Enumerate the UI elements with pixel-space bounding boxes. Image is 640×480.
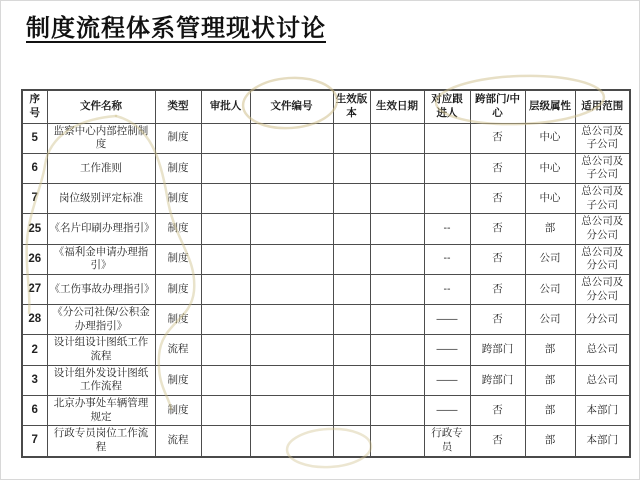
cell [424, 123, 470, 153]
cell: 总公司及分公司 [575, 214, 630, 244]
cell: 否 [470, 153, 525, 183]
cell [250, 305, 333, 335]
cell [201, 396, 250, 426]
cell [201, 274, 250, 304]
cell: 否 [470, 244, 525, 274]
cell [250, 214, 333, 244]
cell [370, 335, 424, 365]
cell: 流程 [155, 335, 201, 365]
cell: 否 [470, 426, 525, 457]
document-table [21, 89, 631, 458]
cell [333, 244, 370, 274]
column-header: 生效版本 [333, 90, 370, 123]
cell: 公司 [525, 244, 575, 274]
cell [333, 335, 370, 365]
table-header-row [22, 90, 630, 123]
cell: 行政专员岗位工作流程 [47, 426, 155, 457]
cell: 《福利金申请办理指引》 [47, 244, 155, 274]
cell [250, 335, 333, 365]
cell: -- [424, 244, 470, 274]
cell: 中心 [525, 184, 575, 214]
cell [250, 184, 333, 214]
cell: 制度 [155, 305, 201, 335]
cell: 分公司 [575, 305, 630, 335]
cell: 总公司及子公司 [575, 184, 630, 214]
cell: 岗位级别评定标准 [47, 184, 155, 214]
serial-cell: 25 [22, 214, 47, 244]
column-header: 跨部门/中心 [470, 90, 525, 123]
table-row [22, 396, 630, 426]
cell [333, 214, 370, 244]
cell: 制度 [155, 365, 201, 395]
cell [250, 153, 333, 183]
cell [250, 123, 333, 153]
cell: —— [424, 305, 470, 335]
cell: 《分公司社保/公积金办理指引》 [47, 305, 155, 335]
cell [333, 365, 370, 395]
serial-cell: 7 [22, 184, 47, 214]
cell [370, 365, 424, 395]
cell: 公司 [525, 305, 575, 335]
cell: 北京办事处车辆管理规定 [47, 396, 155, 426]
serial-cell: 26 [22, 244, 47, 274]
cell: 《工伤事故办理指引》 [47, 274, 155, 304]
cell: 总公司 [575, 335, 630, 365]
cell: 否 [470, 396, 525, 426]
cell: 总公司 [575, 365, 630, 395]
table-row [22, 123, 630, 153]
serial-cell: 7 [22, 426, 47, 457]
cell [370, 153, 424, 183]
table-row [22, 214, 630, 244]
cell [424, 184, 470, 214]
column-header: 层级属性 [525, 90, 575, 123]
cell [424, 153, 470, 183]
column-header: 生效日期 [370, 90, 424, 123]
cell: 制度 [155, 244, 201, 274]
column-header: 文件名称 [47, 90, 155, 123]
cell: 总公司及子公司 [575, 123, 630, 153]
cell [333, 396, 370, 426]
cell: 制度 [155, 274, 201, 304]
cell: 跨部门 [470, 365, 525, 395]
table-row [22, 244, 630, 274]
cell: 制度 [155, 214, 201, 244]
serial-cell: 5 [22, 123, 47, 153]
serial-cell: 2 [22, 335, 47, 365]
cell: 《名片印刷办理指引》 [47, 214, 155, 244]
cell: —— [424, 335, 470, 365]
cell: —— [424, 365, 470, 395]
cell: —— [424, 396, 470, 426]
serial-cell: 3 [22, 365, 47, 395]
cell [333, 153, 370, 183]
cell: 流程 [155, 426, 201, 457]
column-header: 对应跟进人 [424, 90, 470, 123]
cell: 中心 [525, 153, 575, 183]
cell: -- [424, 274, 470, 304]
cell: 中心 [525, 123, 575, 153]
cell [250, 274, 333, 304]
serial-cell: 6 [22, 153, 47, 183]
cell: 总公司及分公司 [575, 274, 630, 304]
cell [250, 244, 333, 274]
cell: 否 [470, 274, 525, 304]
cell: 部 [525, 365, 575, 395]
cell [370, 184, 424, 214]
cell [250, 365, 333, 395]
cell: 本部门 [575, 426, 630, 457]
cell [201, 123, 250, 153]
cell [370, 426, 424, 457]
cell [333, 305, 370, 335]
cell: 否 [470, 214, 525, 244]
cell [201, 184, 250, 214]
table-row [22, 305, 630, 335]
cell: 部 [525, 426, 575, 457]
table-row [22, 274, 630, 304]
cell: 公司 [525, 274, 575, 304]
table-row [22, 335, 630, 365]
cell: 设计组外发设计图纸工作流程 [47, 365, 155, 395]
cell: 制度 [155, 153, 201, 183]
cell [201, 153, 250, 183]
cell: 制度 [155, 184, 201, 214]
column-header: 序号 [22, 90, 47, 123]
cell: 否 [470, 123, 525, 153]
cell [201, 214, 250, 244]
cell: 跨部门 [470, 335, 525, 365]
cell [370, 123, 424, 153]
cell: 部 [525, 335, 575, 365]
cell: 否 [470, 184, 525, 214]
cell [333, 426, 370, 457]
table-row [22, 426, 630, 457]
table-row [22, 365, 630, 395]
cell [201, 244, 250, 274]
cell [370, 244, 424, 274]
cell [333, 184, 370, 214]
cell [201, 305, 250, 335]
cell: 部 [525, 214, 575, 244]
cell: 否 [470, 305, 525, 335]
cell: 制度 [155, 123, 201, 153]
cell [201, 335, 250, 365]
cell [250, 396, 333, 426]
table-row [22, 184, 630, 214]
cell: 总公司及子公司 [575, 153, 630, 183]
serial-cell: 6 [22, 396, 47, 426]
cell [333, 123, 370, 153]
serial-cell: 27 [22, 274, 47, 304]
cell: 部 [525, 396, 575, 426]
serial-cell: 28 [22, 305, 47, 335]
cell [370, 214, 424, 244]
cell [370, 305, 424, 335]
cell: 行政专员 [424, 426, 470, 457]
cell: 监察中心内部控制制度 [47, 123, 155, 153]
table-row [22, 153, 630, 183]
cell: 本部门 [575, 396, 630, 426]
cell [370, 396, 424, 426]
cell: 工作准则 [47, 153, 155, 183]
cell: 总公司及分公司 [575, 244, 630, 274]
page-title: 制度流程体系管理现状讨论 [26, 16, 326, 42]
cell [333, 274, 370, 304]
column-header: 文件编号 [250, 90, 333, 123]
column-header: 类型 [155, 90, 201, 123]
column-header: 适用范围 [575, 90, 630, 123]
cell: -- [424, 214, 470, 244]
cell [250, 426, 333, 457]
column-header: 审批人 [201, 90, 250, 123]
cell [201, 365, 250, 395]
cell: 制度 [155, 396, 201, 426]
cell: 设计组设计图纸工作流程 [47, 335, 155, 365]
cell [201, 426, 250, 457]
cell [370, 274, 424, 304]
